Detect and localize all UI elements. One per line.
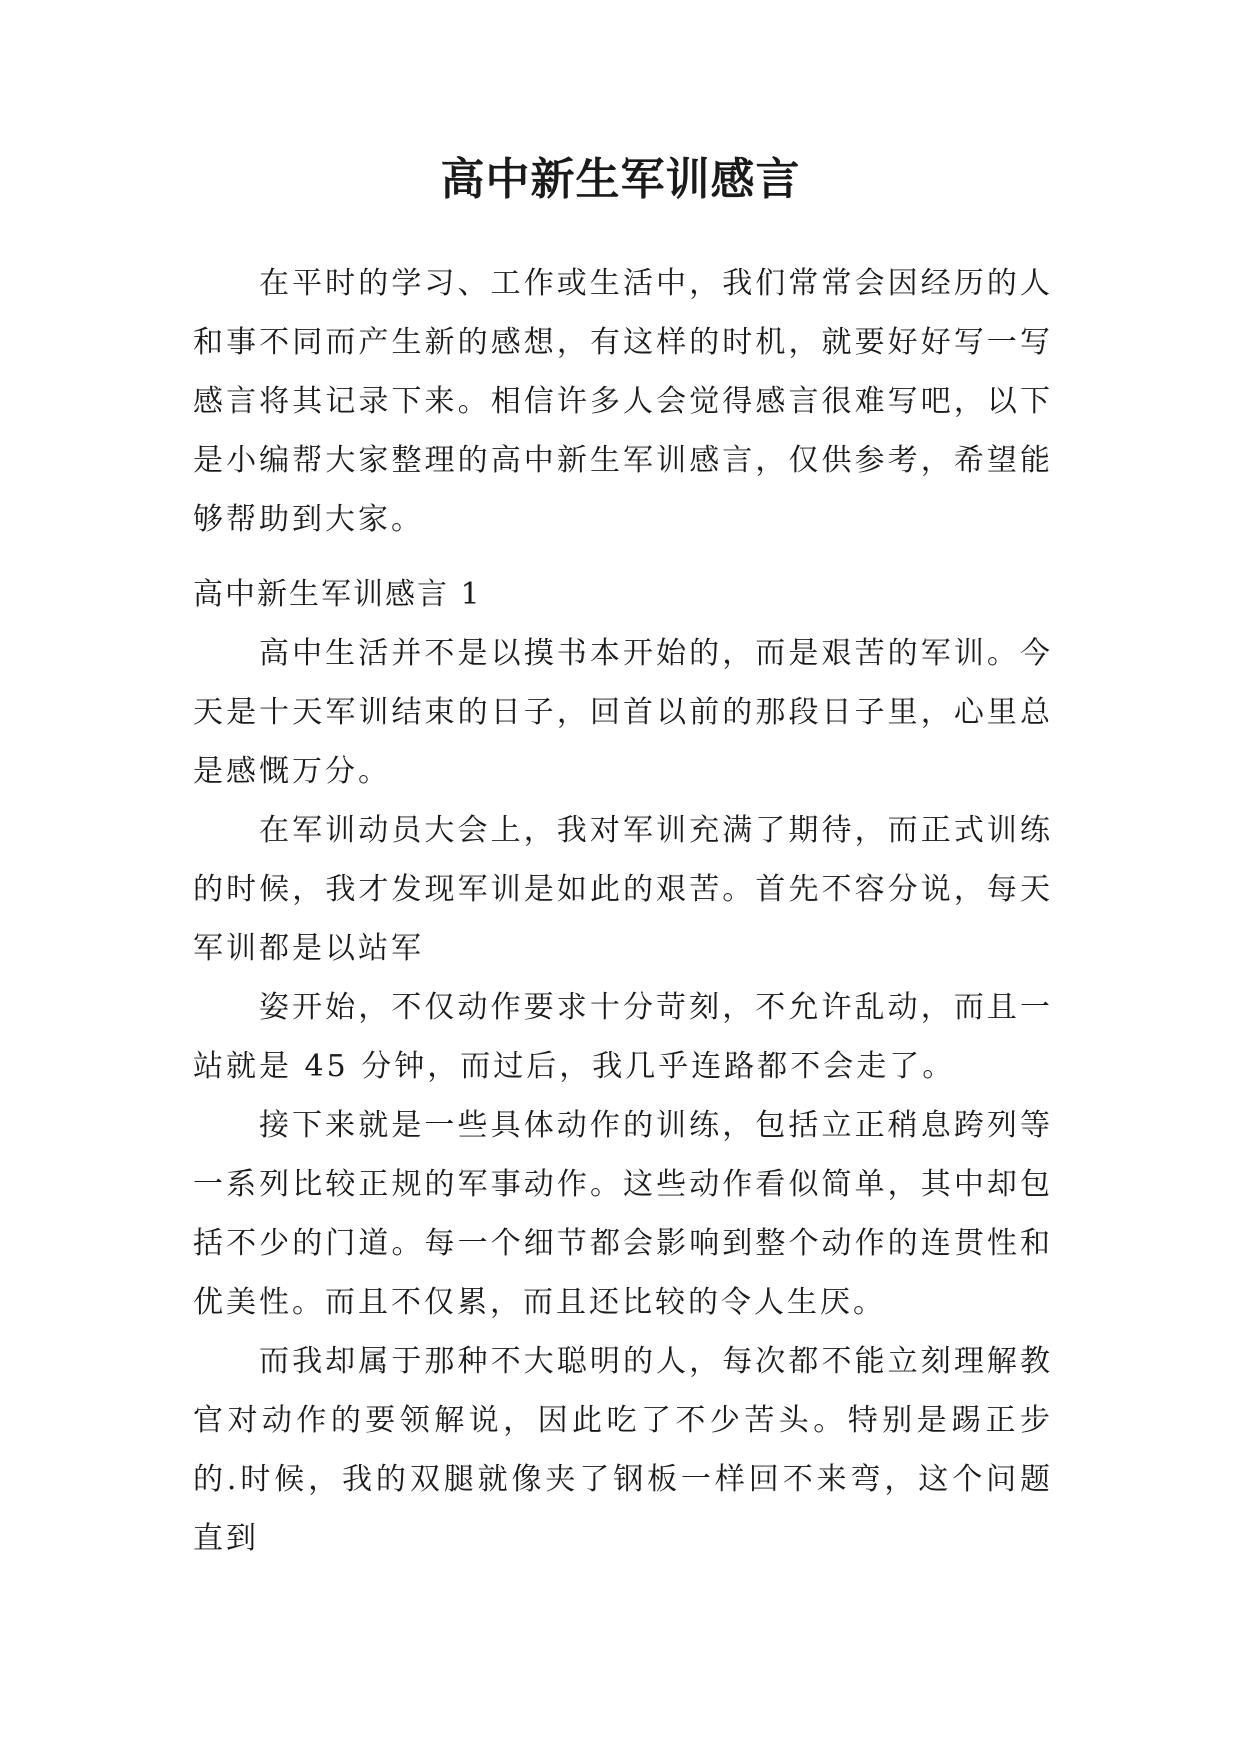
body-paragraph: 而我却属于那种不大聪明的人，每次都不能立刻理解教官对动作的要领解说，因此吃了不少苦头。特别是踢正步的.时候，我的双腿就像夹了钢板一样回不来弯，这个问题直到 [193, 1344, 1053, 1556]
body-paragraph: 在军训动员大会上，我对军训充满了期待，而正式训练的时候，我才发现军训是如此的艰苦。首先不容分说，每天军训都是以站军 [193, 813, 1053, 966]
body-paragraph: 高中生活并不是以摸书本开始的，而是艰苦的军训。今天是十天军训结束的日子，回首以前的那段日子里，心里总是感慨万分。 [193, 636, 1053, 789]
intro-paragraph: 在平时的学习、工作或生活中，我们常常会因经历的人和事不同而产生新的感想，有这样的时机，就要好好写一写感言将其记录下来。相信许多人会觉得感言很难写吧，以下是小编帮大家整理的高中新生军训感言，仅供参考，希望能够帮助到大家。 [193, 266, 1053, 537]
body-paragraph: 姿开始，不仅动作要求十分苛刻，不允许乱动，而且一站就是 45 分钟，而过后，我几乎连路都不会走了。 [193, 990, 1053, 1084]
body-paragraph: 接下来就是一些具体动作的训练，包括立正稍息跨列等一系列比较正规的军事动作。这些动作看似简单，其中却包括不少的门道。每一个细节都会影响到整个动作的连贯性和优美性。而且不仅累，而且还比较的令人生厌。 [193, 1108, 1053, 1320]
document-title: 高中新生军训感言 [440, 154, 801, 205]
section-heading: 高中新生军训感言 1 [193, 577, 482, 612]
